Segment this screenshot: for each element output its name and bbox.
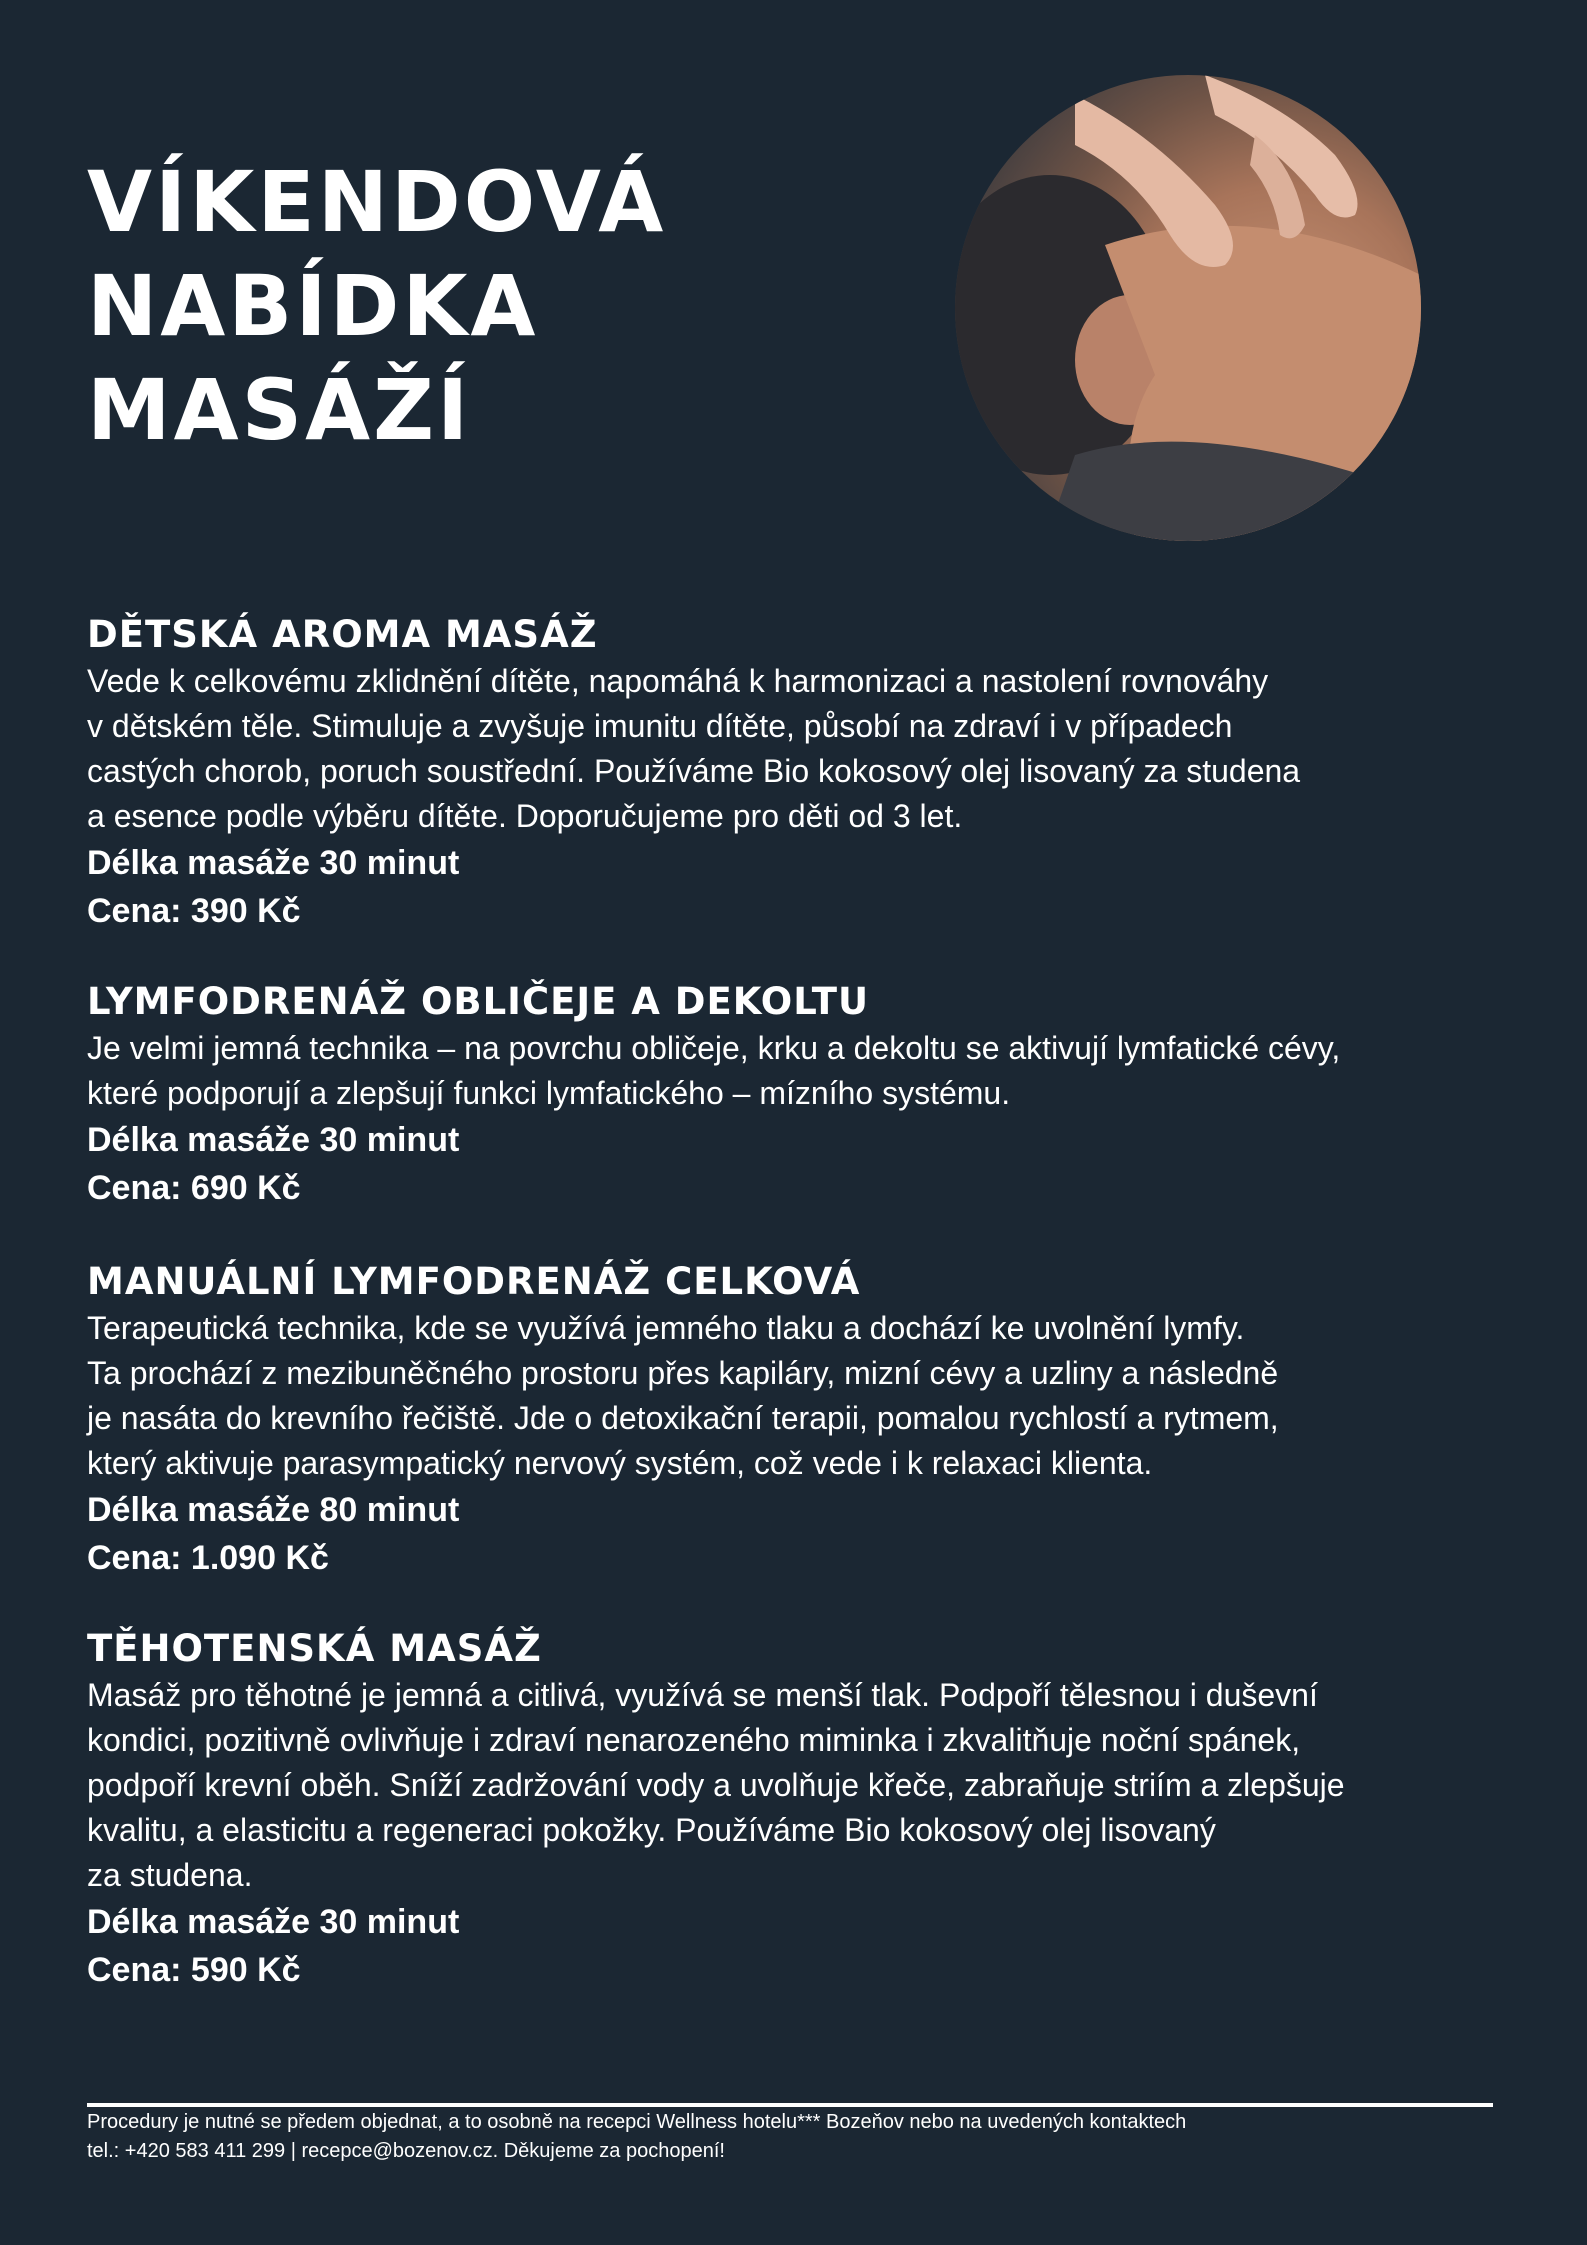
title-line-2: NABÍDKA	[87, 257, 539, 355]
section-duration: Délka masáže 80 minut	[87, 1491, 460, 1529]
section-description: Je velmi jemná technika – na povrchu obličeje, krku a dekoltu se aktivují lymfatické cévy, které podporují a zlepšují funkci lymfatického – mízního systému.	[87, 1030, 1341, 1111]
section-description: Masáž pro těhotné je jemná a citlivá, využívá se menší tlak. Podpoří tělesnou i duševní kondici, pozitivně ovlivňuje i zdraví nenarozeného miminka i zkvalitňuje noční spánek, podpoří krevní oběh. Sníží zadržování vody a uvolňuje křeče, zabraňuje striím a zlepšuje kvalitu, a elasticitu a regeneraci pokožky. Používáme Bio kokosový olej lisovaný za studena.	[87, 1677, 1345, 1893]
section-description: Vede k celkovému zklidnění dítěte, napomáhá k harmonizaci a nastolení rovnováhy v dětském těle. Stimuluje a zvyšuje imunitu dítěte, působí na zdraví i v případech castých chorob, poruch soustřední. Používáme Bio kokosový olej lisovaný za studena a esence podle výběru dítěte. Doporučujeme pro děti od 3 let.	[87, 663, 1301, 834]
section-kids-aroma-massage	[87, 613, 1517, 935]
section-duration: Délka masáže 30 minut	[87, 1903, 460, 1941]
section-price: Cena: 390 Kč	[87, 892, 301, 930]
massage-photo	[955, 75, 1421, 541]
section-duration: Délka masáže 30 minut	[87, 1121, 460, 1159]
footer	[87, 2108, 1186, 2166]
footer-note: Procedury je nutné se předem objednat, a to osobně na recepci Wellness hotelu*** Bozeňov nebo na uvedených kontaktech	[87, 2111, 1187, 2133]
section-price: Cena: 690 Kč	[87, 1169, 301, 1207]
section-heading: LYMFODRENÁŽ OBLIČEJE A DEKOLTU	[87, 980, 869, 1023]
footer-contacts: tel.: +420 583 411 299 | recepce@bozenov.cz. Děkujeme za pochopení!	[87, 2140, 725, 2162]
section-price: Cena: 590 Kč	[87, 1951, 301, 1989]
section-full-lymphatic-drainage	[87, 1260, 1517, 1582]
section-face-lymphatic-drainage	[87, 980, 1517, 1212]
page-title	[87, 150, 666, 462]
section-heading: MANUÁLNÍ LYMFODRENÁŽ CELKOVÁ	[87, 1260, 861, 1303]
section-heading: DĚTSKÁ AROMA MASÁŽ	[87, 613, 598, 656]
section-duration: Délka masáže 30 minut	[87, 844, 460, 882]
section-heading: TĚHOTENSKÁ MASÁŽ	[87, 1627, 542, 1670]
title-line-3: MASÁŽÍ	[87, 361, 472, 459]
section-price: Cena: 1.090 Kč	[87, 1539, 329, 1577]
section-description: Terapeutická technika, kde se využívá jemného tlaku a dochází ke uvolnění lymfy. Ta prochází z mezibuněčného prostoru přes kapiláry, mizní cévy a uzliny a následně je nasáta do krevního řečiště. Jde o detoxikační terapii, pomalou rychlostí a rytmem, který aktivuje parasympatický nervový systém, což vede i k relaxaci klienta.	[87, 1310, 1279, 1481]
footer-divider	[87, 2103, 1493, 2107]
title-line-1: VÍKENDOVÁ	[87, 153, 667, 251]
section-pregnancy-massage	[87, 1627, 1517, 1994]
massage-photo-illustration	[955, 75, 1421, 541]
